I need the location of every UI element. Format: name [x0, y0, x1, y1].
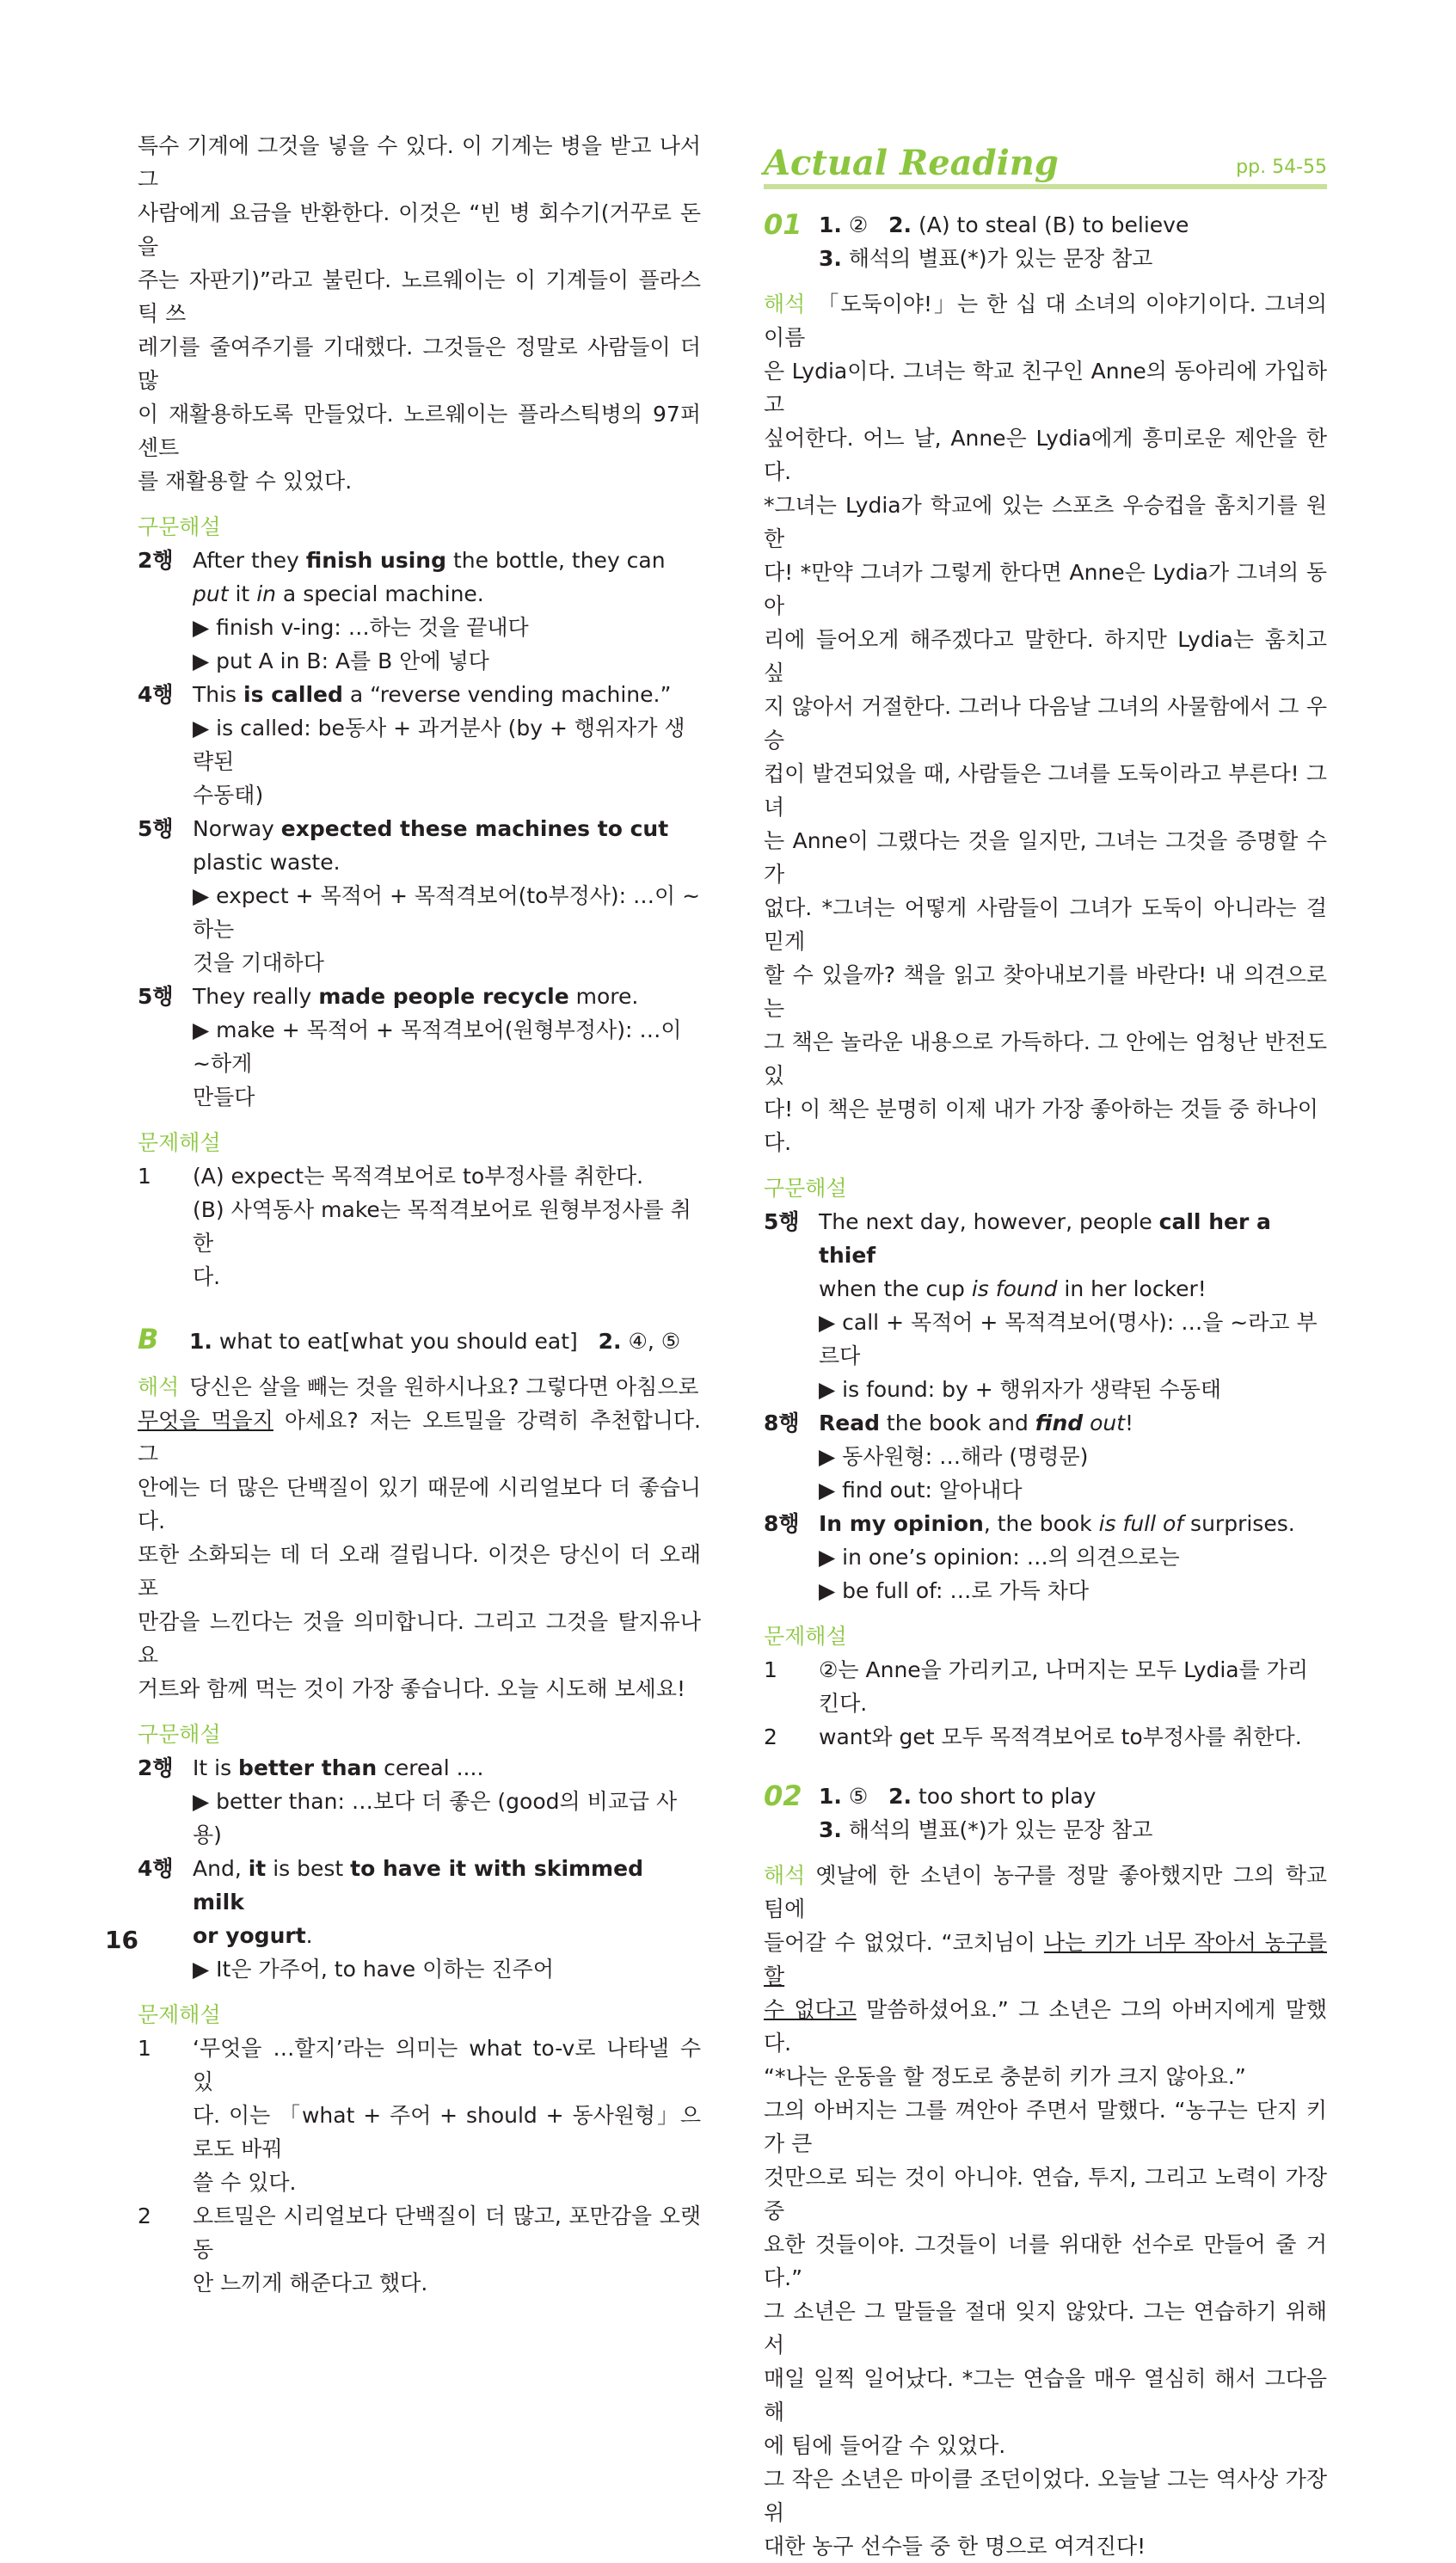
page-range: pp. 54-55 — [1236, 157, 1327, 178]
grammar-note: ▶ be full of: …로 가득 차다 — [819, 1578, 1090, 1603]
line-ref: 5행 — [138, 984, 174, 1009]
grammar-note: ▶ expect + 목적어 + 목적격보어(to부정사): …이 ~하는 — [193, 883, 701, 942]
right-column — [764, 136, 1327, 2563]
problem-item: 1 ②는 Anne을 가리키고, 나머지는 모두 Lydia를 가리 킨다. — [764, 1653, 1327, 1720]
grammar-item: 8행 In my opinion, the book is full of surprises. — [764, 1507, 1327, 1540]
haeseok-label: 해석 — [764, 1863, 806, 1888]
exercise-number: 02 — [764, 1779, 802, 1812]
grammar-note: 수동태) — [193, 783, 264, 808]
intro-line: 주는 자판기)”라고 불린다. 노르웨이는 이 기계들이 플라스틱 쓰 — [138, 267, 701, 326]
gumun-label: 구문해설 — [764, 1176, 847, 1201]
grammar-note: ▶ put A in B: A를 B 안에 넣다 — [193, 648, 489, 673]
line-ref: 8행 — [764, 1511, 800, 1536]
line-ref: 4행 — [138, 682, 174, 707]
section-title: Actual Reading — [764, 143, 1059, 183]
answers-01: 01 1. ② 2. (A) to steal (B) to believe 3. 해석의 별표(*)가 있는 문장 참고 — [764, 208, 1327, 275]
munje-label: 문제해설 — [764, 1624, 847, 1649]
grammar-item — [138, 678, 701, 711]
gumun-label: 구문해설 — [138, 1722, 221, 1747]
problem-number: 1 — [138, 1164, 151, 1189]
grammar-item — [138, 812, 701, 879]
intro-line: 를 재활용할 수 있었다. — [138, 469, 353, 494]
problem-number: 2 — [138, 2203, 151, 2228]
problem-item: 2 want와 get 모두 목적격보어로 to부정사를 취한다. — [764, 1720, 1327, 1754]
intro-line: 이 재활용하도록 만들었다. 노르웨이는 플라스틱병의 97퍼센트 — [138, 402, 701, 460]
problem-number: 1 — [764, 1657, 777, 1682]
explanation: (B) 사역동사 make는 목적격보어로 원형부정사를 취한 — [193, 1197, 691, 1256]
grammar-note: ▶ call + 목적어 + 목적격보어(명사): …을 ~라고 부르다 — [819, 1310, 1318, 1368]
grammar-note: ▶ make + 목적어 + 목적격보어(원형부정사): …이 ~하게 — [193, 1017, 682, 1076]
intro-line: 특수 기계에 그것을 넣을 수 있다. 이 기계는 병을 받고 나서 그 — [138, 133, 701, 192]
sentence: plastic waste. — [193, 850, 341, 875]
page-number: 16 — [105, 1926, 138, 1954]
answers: 1. what to eat[what you should eat] 2. ④, ⑤ — [189, 1329, 681, 1354]
sentence: This is called a “reverse vending machine.” — [193, 682, 672, 707]
problem-number: 2 — [764, 1724, 777, 1749]
grammar-note: 만들다 — [193, 1085, 255, 1109]
grammar-note: ▶ find out: 알아내다 — [819, 1478, 1023, 1503]
sentence: or yogurt. — [193, 1923, 313, 1948]
answers-02: 02 1. ⑤ 2. too short to play 3. 해석의 별표(*)가 있는 문장 참고 — [764, 1779, 1327, 1847]
line-ref: 8행 — [764, 1411, 800, 1435]
grammar-item — [138, 1852, 701, 1952]
grammar-note: 것을 기대하다 — [193, 950, 324, 975]
grammar-note: ▶ is called: be동사 + 과거분사 (by + 행위자가 생략된 — [193, 716, 685, 774]
sentence: And, it is best to have it with skimmed milk — [193, 1856, 643, 1915]
munje-label: 문제해설 — [138, 1130, 221, 1155]
intro-translation — [138, 129, 701, 498]
line-ref: 2행 — [138, 548, 174, 573]
explanation: (A) expect는 목적격보어로 to부정사를 취한다. — [193, 1164, 644, 1189]
grammar-item — [138, 980, 701, 1013]
gumun-label: 구문해설 — [138, 514, 221, 539]
exercise-number: 01 — [764, 208, 802, 241]
sentence: It is better than cereal .... — [193, 1755, 484, 1780]
line-ref: 2행 — [138, 1755, 174, 1780]
explanation: 다. — [193, 1264, 221, 1289]
problem-item — [138, 1159, 701, 1294]
sentence: Norway expected these machines to cut — [193, 816, 669, 841]
section-b-answers — [138, 1323, 701, 1358]
grammar-item — [138, 1751, 701, 1785]
actual-reading-header — [764, 136, 1327, 189]
grammar-note: ▶ in one’s opinion: …의 의견으로는 — [819, 1545, 1180, 1570]
grammar-note: ▶ better than: …보다 더 좋은 (good의 비교급 사용) — [193, 1789, 678, 1847]
haeseok-label: 해석 — [138, 1374, 180, 1399]
grammar-item: 5행 The next day, however, people call her a thief when the cup is found in her locker! — [764, 1205, 1327, 1306]
translation-02: 해석 옛날에 한 소년이 농구를 정말 좋아했지만 그의 학교 팀에 들어갈 수 없었다. “코치님이 나는 키가 너무 작아서 농구를 할 수 없다고 말씀하셨어요.” 그 소년은 그의 아버지에게 말했다. “*나는 운동을 할 정도로 충분히 키가 크지 않아요.” 그의 아버지는 그를 껴안아 주면서 말했다. “농구는 단지 키가 큰 것만으로 되는 것이 아니야. 연습, 투지, 그리고 노력이 가장 중 요한 것들이야. 그것들이 너를 위대한 선수로 만들어 줄 거다.” 그 소년은 그 말들을 절대 잊지 않았다. 그는 연습하기 위해서 매일 일찍 일어났다. *그는 연습을 매우 열심히 해서 그다음 해 에 팀에 들어갈 수 있었다. 그 작은 소년은 마이클 조던이었다. 오늘날 그는 역사상 가장 위 대한 농구 선수들 중 한 명으로 여겨진다! — [764, 1863, 1327, 2559]
haeseok-label: 해석 — [764, 292, 806, 317]
intro-line: 레기를 줄여주기를 기대했다. 그것들은 정말로 사람들이 더 많 — [138, 335, 701, 393]
grammar-note: ▶ 동사원형: …해라 (명령문) — [819, 1444, 1089, 1469]
line-ref: 5행 — [764, 1209, 800, 1234]
grammar-item — [138, 544, 701, 611]
translation-01: 해석 「도둑이야!」는 한 십 대 소녀의 이야기이다. 그녀의 이름 은 Lydia이다. 그녀는 학교 친구인 Anne의 동아리에 가입하고 싶어한다. 어느 날, Anne은 Lydia에게 흥미로운 제안을 한다. *그녀는 Lydia가 학교에 있는 스포츠 우승컵을 훔치기를 원한 다! *만약 그녀가 그렇게 한다면 Anne은 Lydia가 그녀의 동아 리에 들어오게 해주겠다고 말한다. 하지만 Lydia는 훔치고 싶 지 않아서 거절한다. 그러나 다음날 그녀의 사물함에서 그 우승 컵이 발견되었을 때, 사람들은 그녀를 도둑이라고 부른다! 그녀 는 Anne이 그랬다는 것을 일지만, 그녀는 그것을 증명할 수가 없다. *그녀는 어떻게 사람들이 그녀가 도둑이 아니라는 걸 믿게 할 수 있을까? 책을 읽고 찾아내보기를 바란다! 내 의견으로는 그 책은 놀라운 내용으로 가득하다. 그 안에는 엄청난 반전도 있 다! 이 책은 분명히 이제 내가 가장 좋아하는 것들 중 하나이다. — [764, 292, 1327, 1155]
line-ref: 4행 — [138, 1856, 174, 1881]
section-letter: B — [138, 1323, 159, 1355]
problem-number: 1 — [138, 2036, 151, 2061]
grammar-item: 8행 Read the book and find out! — [764, 1406, 1327, 1440]
grammar-note: ▶ is found: by + 행위자가 생략된 수동태 — [819, 1377, 1222, 1402]
munje-label: 문제해설 — [138, 2002, 221, 2027]
sentence: After they finish using the bottle, they can — [193, 548, 666, 573]
sentence: They really made people recycle more. — [193, 984, 639, 1009]
grammar-note: ▶ It은 가주어, to have 이하는 진주어 — [193, 1957, 554, 1982]
sentence: put it in a special machine. — [193, 581, 484, 606]
line-ref: 5행 — [138, 816, 174, 841]
intro-line: 사람에게 요금을 반환한다. 이것은 “빈 병 회수기(거꾸로 돈을 — [138, 200, 701, 259]
section-b-translation: 해석 당신은 살을 빼는 것을 원하시나요? 그렇다면 아침으로 무엇을 먹을지 아세요? 저는 오트밀을 강력히 추천합니다. 그 안에는 더 많은 단백질이 있기 때문에 시리얼보다 더 좋습니다. 또한 소화되는 데 더 오래 걸립니다. 이것은 당신이 더 오래 포 만감을 느낀다는 것을 의미합니다. 그리고 그것을 탈지유나 요 거트와 함께 먹는 것이 가장 좋습니다. 오늘 시도해 보세요! — [138, 1374, 701, 1701]
left-column — [138, 129, 701, 2300]
problem-item: 2 오트밀은 시리얼보다 단백질이 더 많고, 포만감을 오랫동 안 느끼게 해준다고 했다. — [138, 2199, 701, 2300]
problem-item: 1 ‘무엇을 …할지’라는 의미는 what to-v로 나타낼 수 있 다. 이는 「what + 주어 + should + 동사원형」으로도 바꿔 쓸 수 있다. — [138, 2031, 701, 2199]
grammar-note: ▶ finish v-ing: …하는 것을 끝내다 — [193, 615, 529, 640]
